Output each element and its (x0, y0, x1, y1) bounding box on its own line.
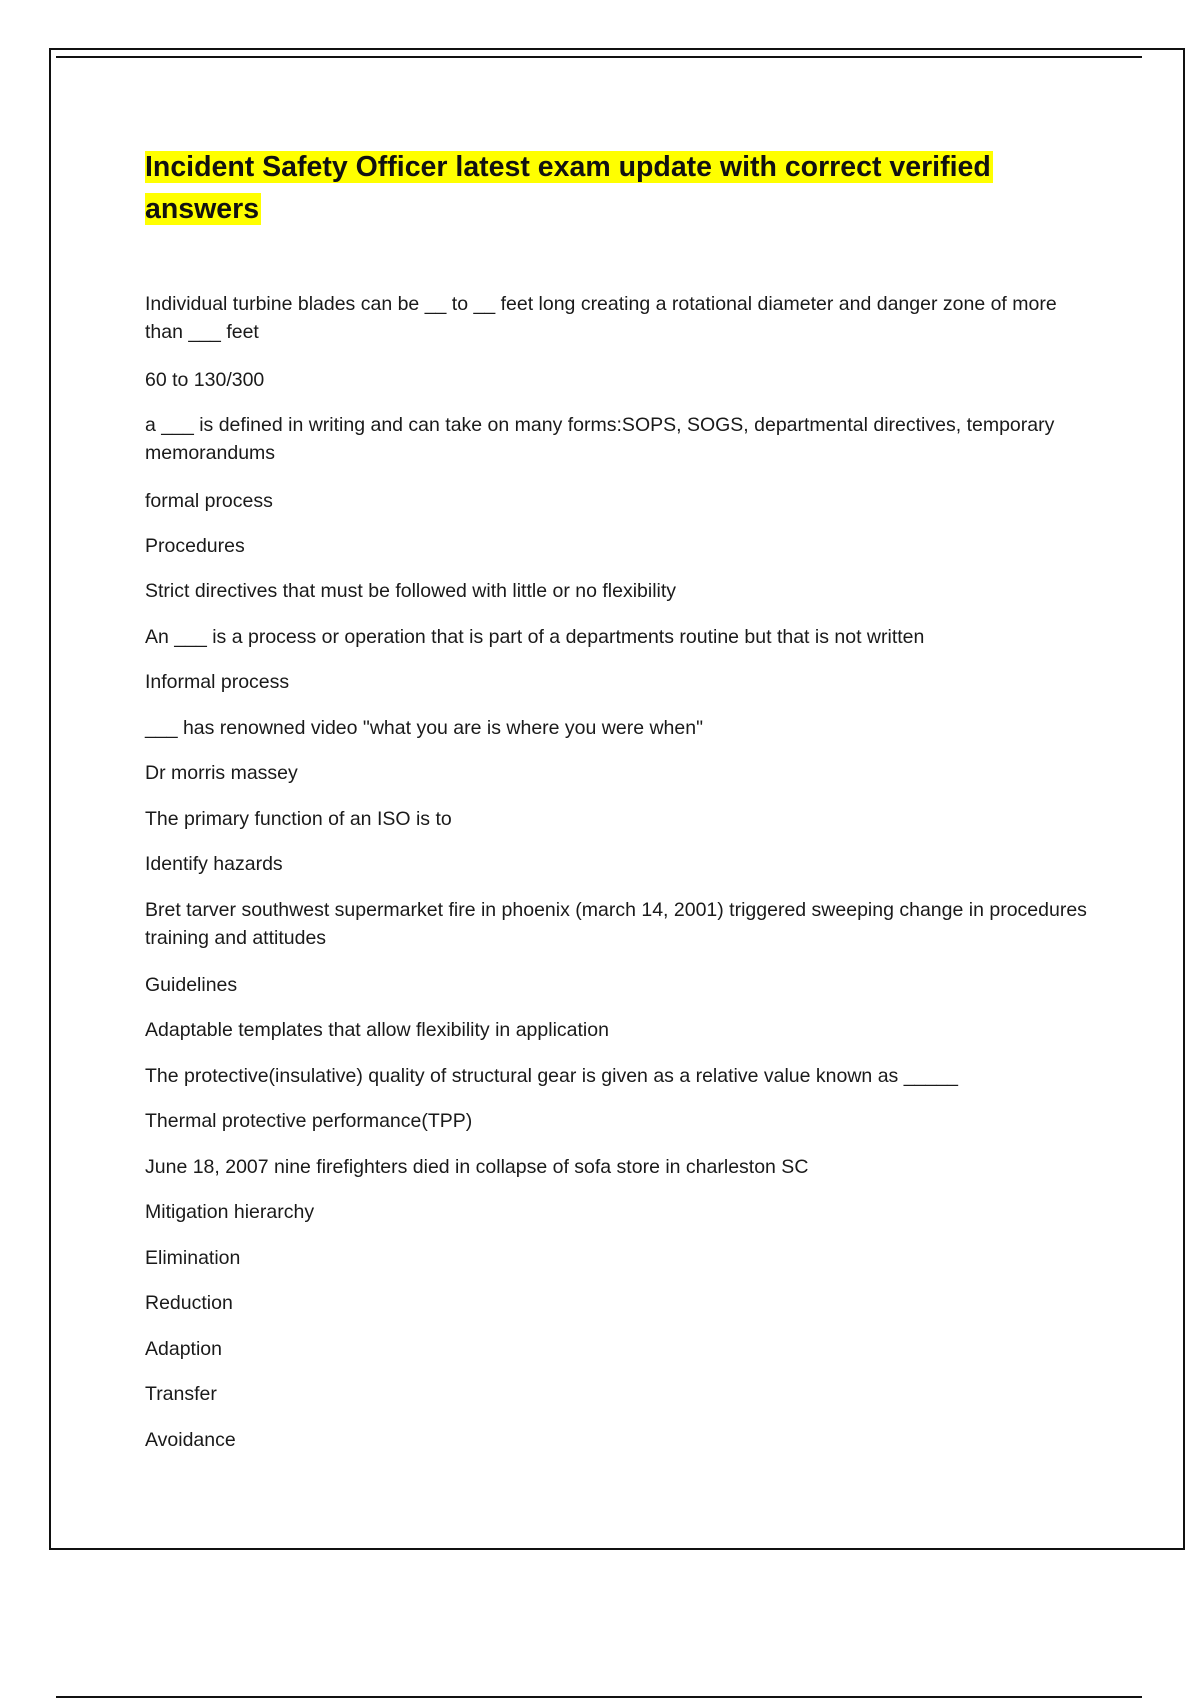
question-text: Bret tarver southwest supermarket fire in phoenix (march 14, 2001) triggered sweeping change in procedures training and attitudes (145, 899, 1087, 949)
answer-text: Identify hazards (145, 853, 283, 875)
question-text: The protective(insulative) quality of structural gear is given as a relative value known as _____ (145, 1065, 958, 1087)
list-item: Elimination (145, 1247, 241, 1269)
page-frame (49, 48, 1185, 1550)
question-text: The primary function of an ISO is to (145, 808, 452, 830)
question-text: Individual turbine blades can be __ to __ feet long creating a rotational diameter and danger zone of more than ___ feet (145, 293, 1057, 343)
title-highlight: Incident Safety Officer latest exam update with correct verified answers (145, 151, 991, 225)
question-text: Adaptable templates that allow flexibility in application (145, 1019, 609, 1041)
list-item: Avoidance (145, 1429, 236, 1451)
answer-text: formal process (145, 490, 273, 512)
question-text: Procedures (145, 535, 245, 557)
question-text: a ___ is defined in writing and can take on many forms:SOPS, SOGS, departmental directives, temporary memorandums (145, 414, 1055, 464)
question-text: ___ has renowned video "what you are is where you were when" (145, 717, 704, 739)
answer-text: Thermal protective performance(TPP) (145, 1110, 473, 1132)
question-text: June 18, 2007 nine firefighters died in collapse of sofa store in charleston SC (145, 1156, 809, 1178)
list-item: Transfer (145, 1383, 217, 1405)
list-item: Adaption (145, 1338, 222, 1360)
answer-text: Mitigation hierarchy (145, 1201, 315, 1223)
answer-text: 60 to 130/300 (145, 369, 265, 391)
top-rule (56, 56, 1142, 58)
question-text: An ___ is a process or operation that is part of a departments routine but that is not written (145, 626, 925, 648)
answer-text: Guidelines (145, 974, 238, 996)
bottom-rule (56, 1696, 1142, 1698)
answer-text: Strict directives that must be followed with little or no flexibility (145, 580, 677, 602)
list-item: Reduction (145, 1292, 233, 1314)
document-title (145, 146, 1015, 230)
answer-text: Informal process (145, 671, 290, 693)
answer-text: Dr morris massey (145, 762, 298, 784)
